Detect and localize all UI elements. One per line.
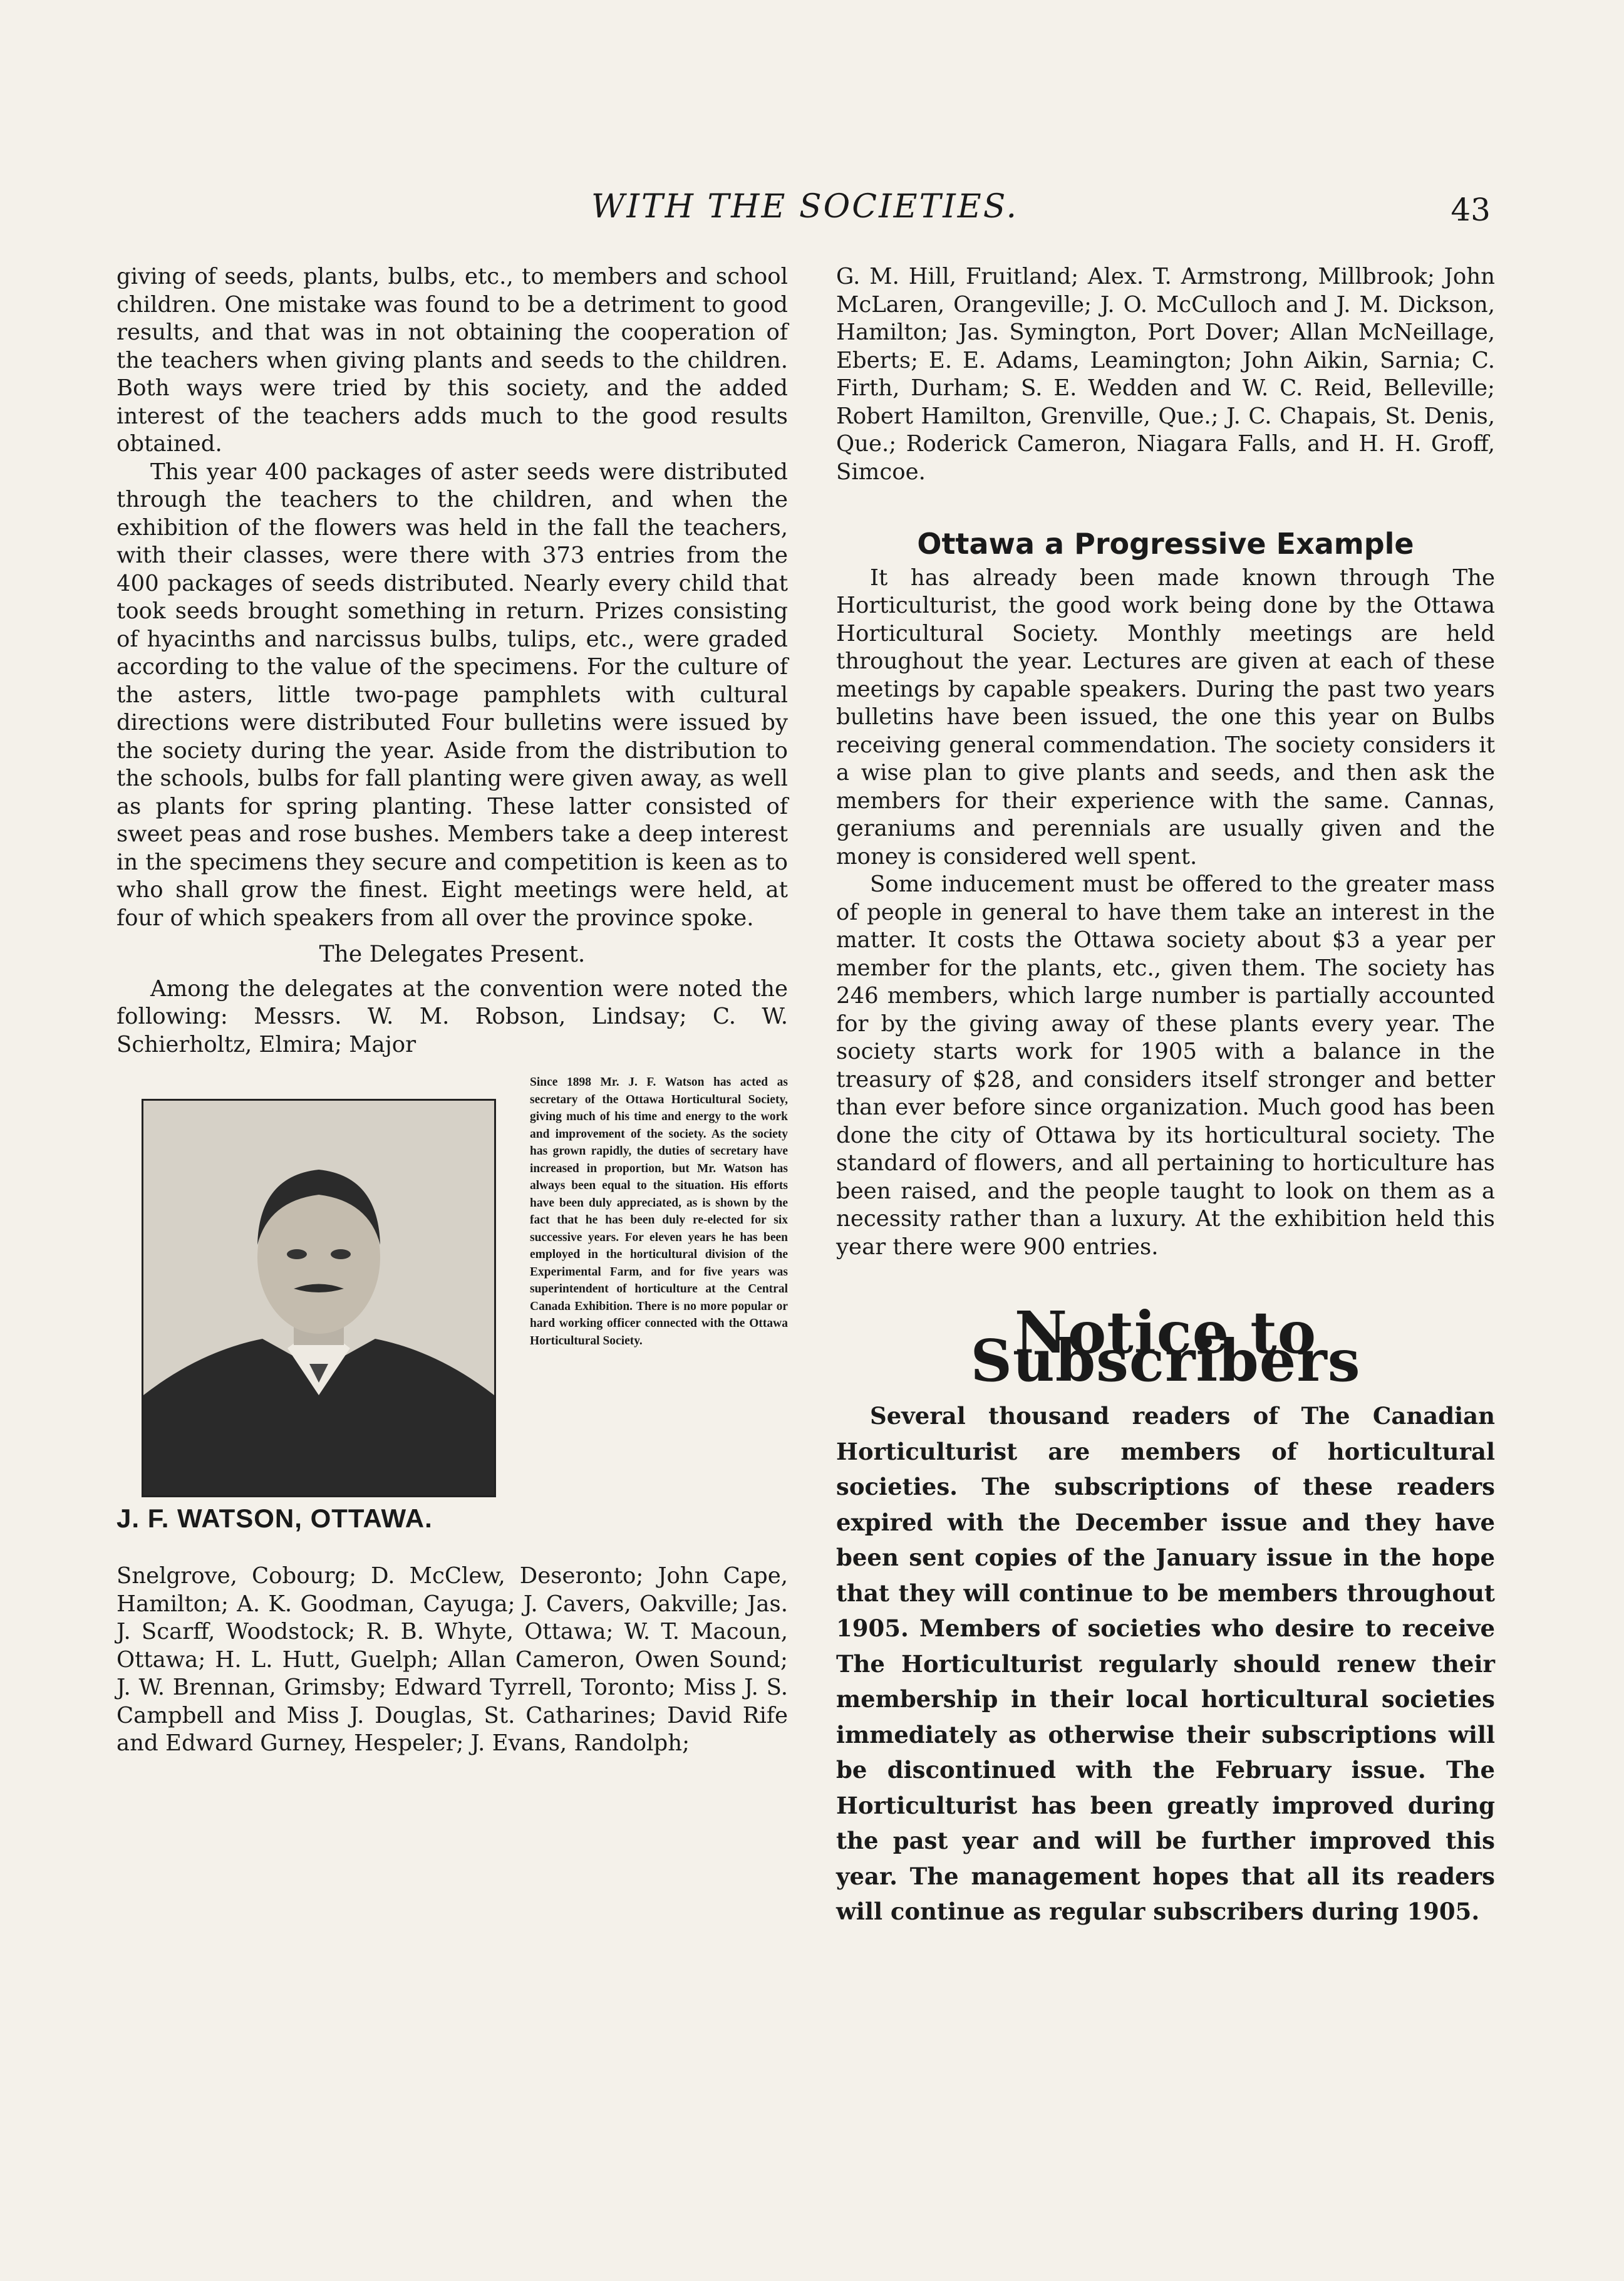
ottawa-heading: Ottawa a Progressive Example: [917, 527, 1414, 561]
watson-portrait: [142, 1099, 496, 1497]
photo-caption: J. F. WATSON, OTTAWA.: [116, 1504, 433, 1533]
left-column: [116, 263, 788, 1758]
notice-heading: Notice to Subscribers: [970, 1299, 1361, 1395]
page-number: 43: [1451, 192, 1491, 228]
notice-text: Several thousand readers of The Canadian Horticulturist are members of horticultural societies. The subscriptions of these readers expired with the December issue and they have been sent copies of the January issue in the hope that they will continue to be members throughout 1905. Members of societies who desire to receive The Horticulturist regularly should renew their membership in their local horticultural societies immediately as otherwise their subscriptions will be discontinued with the February issue. The Horticulturist has been greatly improved during the past year and will be further improved this year. The management hopes that all its readers will continue as regular subscribers during 1905.: [836, 1402, 1495, 1925]
right-paragraph-2: It has already been made known through The Horticulturist, the good work being done by the Ottawa Horticultural Society. Monthly meetings are held throughout the year. Lectures are given at each of these meetings by capable speakers. During the past two years bulletins have been issued, the one this year on Bulbs receiving general commendation. The society considers it a wise plan to give plants and seeds, and then ask the members for their experience with the same. Cannas, geraniums and perennials are usually given and the money is considered well spent.: [836, 564, 1495, 870]
delegates-subheading: The Delegates Present.: [319, 942, 586, 967]
left-paragraph-4: Snelgrove, Cobourg; D. McClew, Deseronto; John Cape, Hamilton; A. K. Goodman, Cayuga; J. Cavers, Oakville; Jas. J. Scarff, Woodstock; R. B. Whyte, Ottawa; W. T. Macoun, Ottawa; H. L. Hutt, Guelph; Allan Cameron, Owen Sound; J. W. Brennan, Grimsby; Edward Tyrrell, Toronto; Miss J. S. Campbell and Miss J. Douglas, St. Catharines; David Rife and Edward Gurney, Hespeler; J. Evans, Randolph;: [116, 1563, 788, 1756]
watson-biography: Since 1898 Mr. J. F. Watson has acted as secretary of the Ottawa Horticultural Society, giving much of his time and energy to the work and improvement of the society. As the society has grown rapidly, the duties of secretary have increased in proportion, but Mr. Watson has always been equal to the situation. His efforts have been duly appreciated, as is shown by the fact that he has been duly re-elected for six successive years. For eleven years he has been employed in the horticultural division of the Experimental Farm, and for five years was superintendent of horticulture at the Central Canada Exhibition. There is no more popular or hard working officer connected with the Ottawa Horticultural Society.: [530, 1076, 788, 1348]
watson-photo-block: [116, 1074, 788, 1550]
running-head: [119, 188, 1491, 238]
left-paragraph-3: Among the delegates at the convention were noted the following: Messrs. W. M. Robson, Lindsay; C. W. Schierholtz, Elmira; Major: [116, 975, 788, 1057]
left-paragraph-2: This year 400 packages of aster seeds were distributed through the teachers to the children, and when the exhibition of the flowers was held in the fall the teachers, with their classes, were there with 373 entries from the 400 packages of seeds distributed. Nearly every child that took seeds brought something in return. Prizes consisting of hyacinths and narcissus bulbs, tulips, etc., were graded according to the value of the specimens. For the culture of the asters, little two-page pamphlets with cultural directions were distributed Four bulletins were issued by the society during the year. Aside from the distribution to the schools, bulbs for fall planting were given away, as well as plants for spring planting. These latter consisted of sweet peas and rose bushes. Members take a deep interest in the specimens they secure and competition is keen as to who shall grow the finest. Eight meetings were held, at four of which speakers from all over the province spoke.: [116, 459, 788, 931]
right-column: [836, 263, 1495, 1930]
left-paragraph-1: giving of seeds, plants, bulbs, etc., to members and school children. One mistake was found to be a detriment to good results, and that was in not obtaining the cooperation of the teachers when giving plants and seeds to the children. Both ways were tried by this society, and the added interest of the teachers adds much to the good results obtained.: [116, 264, 788, 457]
running-title: WITH THE SOCIETIES.: [591, 188, 1019, 226]
right-paragraph-1: G. M. Hill, Fruitland; Alex. T. Armstrong, Millbrook; John McLaren, Orangeville; J. O. McCulloch and J. M. Dickson, Hamilton; Jas. Symington, Port Dover; Allan McNeillage, Eberts; E. E. Adams, Leamington; John Aikin, Sarnia; C. Firth, Durham; S. E. Wedden and W. C. Reid, Belleville; Robert Hamilton, Grenville, Que.; J. C. Chapais, St. Denis, Que.; Roderick Cameron, Niagara Falls, and H. H. Groff, Simcoe.: [836, 264, 1495, 485]
portrait-image: [143, 1101, 494, 1495]
right-paragraph-3: Some inducement must be offered to the greater mass of people in general to have them take an interest in the matter. It costs the Ottawa society about $3 a year per member for the plants, etc., given them. The society has 246 members, which large number is partially accounted for by the giving away of these plants every year. The society starts work for 1905 with a balance in the treasury of $28, and considers itself stronger and better than ever before since organization. Much good has been done the city of Ottawa by its horticultural society. The standard of flowers, and all pertaining to horticulture has been raised, and the people taught to look on them as a necessity rather than a luxury. At the exhibition held this year there were 900 entries.: [836, 871, 1495, 1260]
